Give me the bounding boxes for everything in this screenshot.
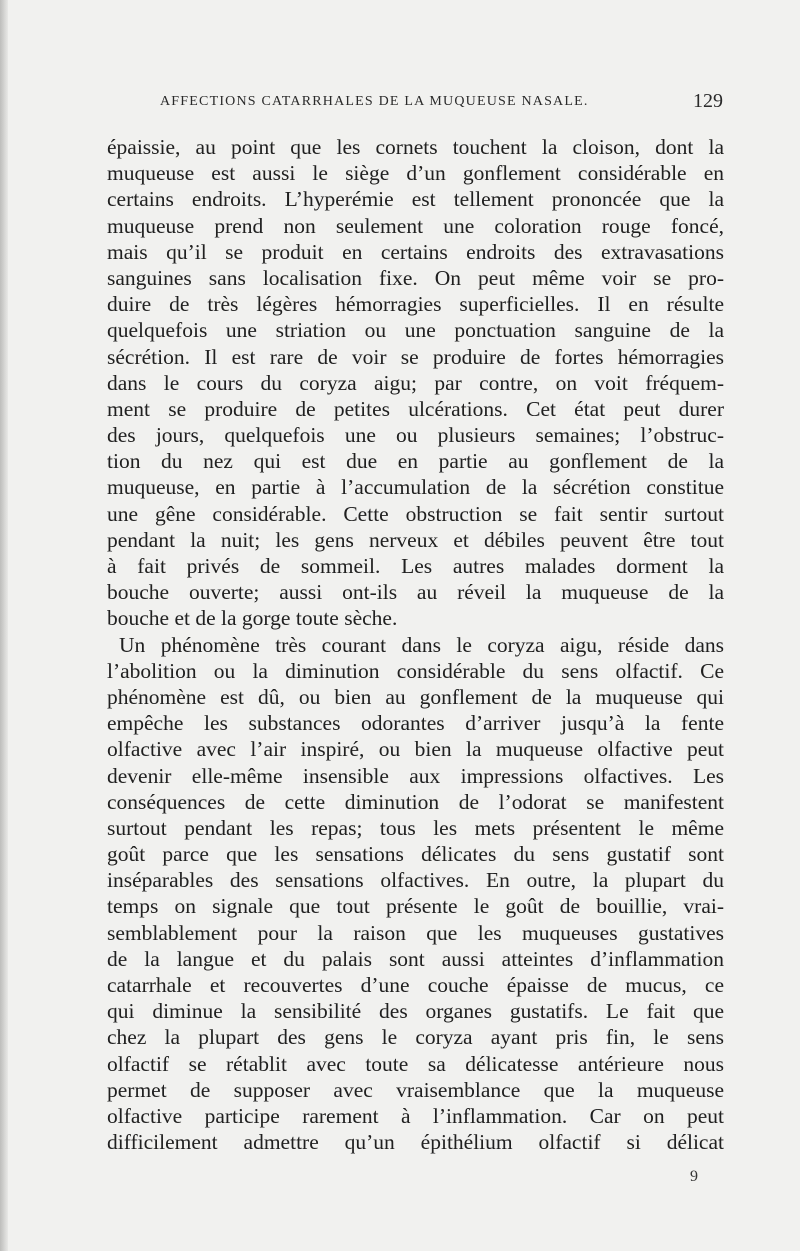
text-line: surtout pendant les repas; tous les mets présentent le même	[107, 815, 724, 840]
text-line: des jours, quelquefois une ou plusieurs semaines; l’obstruc-	[107, 423, 724, 448]
running-title: AFFECTIONS CATARRHALES DE LA MUQUEUSE NASALE.	[160, 94, 589, 109]
text-line: tion du nez qui est due en partie au gonflement de la	[107, 449, 724, 474]
page-edge-shadow	[0, 0, 8, 1251]
text-line: une gêne considérable. Cette obstruction se fait sentir surtout	[107, 501, 724, 526]
text-line: phénomène est dû, ou bien au gonflement de la muqueuse qui	[107, 684, 724, 709]
body-text	[107, 134, 724, 1155]
text-line: devenir elle-même insensible aux impressions olfactives. Les	[107, 763, 724, 788]
text-line: sécrétion. Il est rare de voir se produire de fortes hémorragies	[107, 344, 724, 369]
text-line: à fait privés de sommeil. Les autres malades dorment la	[107, 554, 724, 578]
text-line: semblablement pour la raison que les muqueuses gustatives	[107, 920, 724, 945]
text-line: temps on signale que tout présente le goût de bouillie, vrai-	[107, 894, 724, 919]
text-line: chez la plupart des gens le coryza ayant pris fin, le sens	[107, 1025, 724, 1050]
text-line: mais qu’il se produit en certains endroits des extravasations	[107, 239, 724, 264]
text-line: permet de supposer avec vraisemblance que la muqueuse	[107, 1077, 724, 1102]
running-head	[160, 90, 723, 117]
text-line: catarrhale et recouvertes d’une couche épaisse de mucus, ce	[107, 973, 724, 997]
text-line: olfactive participe rarement à l’inflammation. Car on peut	[107, 1103, 724, 1128]
text-line: ment se produire de petites ulcérations. Cet état peut durer	[107, 396, 724, 421]
text-line: conséquences de cette diminution de l’odorat se manifestent	[107, 789, 724, 814]
text-line: muqueuse est aussi le siège d’un gonflement considérable en	[107, 161, 724, 186]
text-line: olfactif se rétablit avec toute sa délicatesse antérieure nous	[107, 1051, 724, 1076]
text-line: muqueuse, en partie à l’accumulation de la sécrétion constitue	[107, 475, 724, 500]
text-line: bouche et de la gorge toute sèche.	[107, 606, 398, 631]
text-line: pendant la nuit; les gens nerveux et débiles peuvent être tout	[107, 527, 724, 552]
text-line: quelquefois une striation ou une ponctuation sanguine de la	[107, 318, 724, 343]
text-line: olfactive avec l’air inspiré, ou bien la muqueuse olfactive peut	[107, 737, 724, 762]
text-line: empêche les substances odorantes d’arriver jusqu’à la fente	[107, 711, 724, 736]
text-line: Un phénomène très courant dans le coryza aigu, réside dans	[119, 632, 724, 657]
text-line: de la langue et du palais sont aussi atteintes d’inflammation	[107, 946, 724, 971]
text-line: duire de très légères hémorragies superficielles. Il en résulte	[107, 292, 724, 317]
text-line: inséparables des sensations olfactives. En outre, la plupart du	[107, 868, 724, 893]
text-line: bouche ouverte; aussi ont-ils au réveil la muqueuse de la	[107, 580, 724, 605]
text-line: épaissie, au point que les cornets touchent la cloison, dont la	[107, 135, 724, 159]
text-line: qui diminue la sensibilité des organes gustatifs. Le fait que	[107, 999, 724, 1024]
text-line: difficilement admettre qu’un épithélium olfactif si délicat	[107, 1130, 724, 1155]
text-line: muqueuse prend non seulement une coloration rouge foncé,	[107, 213, 724, 238]
text-line: certains endroits. L’hyperémie est tellement prononcée que la	[107, 187, 724, 212]
text-line: l’abolition ou la diminution considérable du sens olfactif. Ce	[107, 658, 724, 683]
text-line: dans le cours du coryza aigu; par contre, on voit fréquem-	[107, 370, 724, 395]
text-line: sanguines sans localisation fixe. On peut même voir se pro-	[107, 265, 724, 290]
signature-mark: 9	[690, 1168, 698, 1185]
page-number: 129	[693, 90, 723, 112]
text-line: goût parce que les sensations délicates du sens gustatif sont	[107, 842, 724, 867]
